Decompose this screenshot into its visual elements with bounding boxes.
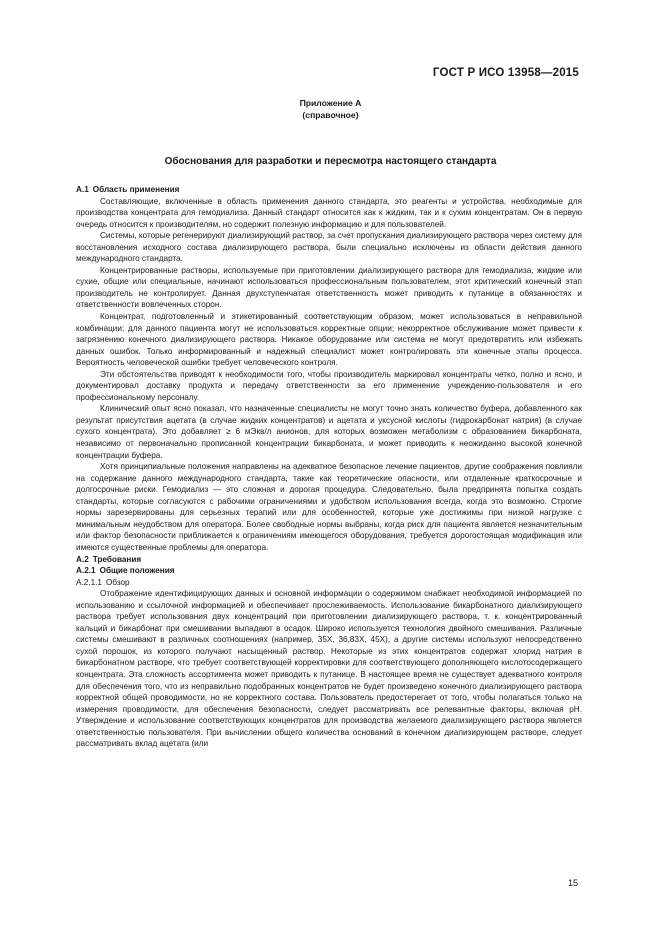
main-title: Обоснования для разработки и пересмотра настоящего стандарта: [164, 156, 497, 167]
section-heading-a2: [76, 554, 582, 566]
paragraph: Хотя принципиальные положения направлены на адекватное безопасное лечение пациентов, другие соображения повлияли на содержание данного международного стандарта, такие как теоретические опасности, или отдаленные краткосрочные и долгосрочные риски. Гемодиализ — это сложная и дорогая процедура. Следовательно, была предпринята попытка создать стандарты, которые согласуются с рабочими ограничениями и удобством использования всегда, когда это возможно. Строгие нормы зарезервированы для серьезных терапий или для особенностей, которые уже достижимы при низкой нагрузке с минимальным неудобством для оператора. Более свободные нормы выбраны, когда риск для пациента является незначительным или фактор безопасности приближается к ограничениям имеющегося оборудования, требуется дорогостоящая модификация или имеются существенные проблемы для оператора.: [76, 462, 582, 552]
section-number: А.1: [76, 185, 89, 194]
subsection-number: А.2.1: [76, 566, 96, 576]
section-number: А.2: [76, 554, 89, 564]
subsection-heading-a21: [76, 565, 582, 577]
section-title: Требования: [92, 554, 142, 564]
paragraph: Составляющие, включенные в область применения данного стандарта, это реагенты и устройства, необходимые для производства концентрата для гемодиализа. Данный стандарт относится как к жидким, так и к сухим концентратам. Он в первую очередь относится к производителям, но содержит полезную информацию и для пользователей.: [76, 196, 582, 229]
paragraph: Системы, которые регенерируют диализирующий раствор, за счет пропускания диализирующего раствора через систему для восстановления исходного состава диализирующего раствора, были специально исключены из области действия данного международного стандарта.: [76, 231, 582, 264]
appendix-subtitle: (справочное): [302, 110, 359, 120]
paragraph: Эти обстоятельства приводят к необходимости того, чтобы производитель маркировал концентраты четко, полно и ясно, и документировал доставку продукта и передачу ответственности за его применение учреждению-пользователя и его профессиональному персоналу.: [76, 369, 582, 402]
paragraph: Клинический опыт ясно показал, что назначенные специалисты не могут точно знать количество буфера, добавленного как результат присутствия ацетата (в случае жидких концентратов) и ацетата и уксусной кислоты (гидрокарбонат натрия) (в случае сухого концентрата). Это добавляет ≥ 6 мЭкв/л анионов, для которых возможен метаболизм с образованием бикарбоната, независимо от первоначально прописанной концентрации бикарбоната, и может приводить к неожиданно высокой конечной концентрации буфера.: [76, 404, 582, 460]
subsubsection-heading-a211: [76, 577, 582, 589]
paragraph: Отображение идентифицирующих данных и основной информации о содержимом снабжает необходимой информацией по использованию и ссылочной информацией и обеспечивает прослеживаемость. Использование бикарбонатного диализирующего раствора требует использования двух концентраций при приготовлении диализирующего раствора, т. к. концентрированный кальций и бикарбонат при смешивании выпадают в осадок. Широко используется технология двойного смешивания. Различные системы смешивают в различных соотношениях (например, 35X, 36,83X, 45X), а другие системы используют непосредственно сухой порошок, из которого получают насыщенный раствор. Некоторые из этих концентратов содержат хлорид натрия в бикарбонатном растворе, что требует соответствующей корректировки для соответствующего дополняющего кислотосодержащего концентрата. Эта сложность ассортимента может приводить к путанице. В настоящее время не существует адекватного контроля для обеспечения того, что из неправильно подобранных концентратов не будет произведено конечного диализирующего раствора корректной общей проводимости, но не корректного состава. Пользователь предостерегает от того, чтобы полагаться только на измерения проводимости, для обеспечения безопасности, следует рассматривать все релевантные факторы, включая pH. Утверждение и использование соответствующих концентратов для производства желаемого диализирующего раствора является ответственностью пользователя. При вычислении общего количества оснований в конечном диализирующем растворе, следует рассматривать вклад ацетата (или: [76, 589, 582, 749]
document-body: [76, 184, 582, 750]
subsubsection-number: А.2.1.1: [76, 577, 102, 587]
appendix-title: Приложение А: [299, 98, 362, 108]
section-heading-a1: [76, 184, 582, 196]
paragraph: Концентрированные растворы, используемые при приготовлении диализирующего раствора для гемодиализа, жидкие или сухие, общие или специальные, начинают использоваться профессиональным пользователем, этот критический конечный этап производитель не контролирует. Данная двухступенчатая ответственность может приводить к путанице в обязанностях и ответственности вовлеченных сторон.: [76, 265, 582, 310]
subsubsection-title: Обзор: [105, 577, 130, 587]
standard-number: ГОСТ Р ИСО 13958—2015: [432, 67, 579, 79]
section-title: Область применения: [92, 185, 180, 194]
subsection-title: Общие положения: [99, 566, 175, 576]
paragraph: Концентрат, подготовленный и этикетированный соответствующим образом, может использоваться в неправильной комбинации; для данного пациента могут не использоваться корректные опции; некорректное обслуживание может привести к загрязнению конечного диализирующего раствора. Никакое оборудование или система не могут предотвратить или избежать данных ошибок. Только информированный и надежный специалист может контролировать эти конечные этапы процесса. Вероятность человеческой ошибки требует человеческого контроля.: [76, 312, 582, 368]
page-number: 15: [567, 878, 578, 888]
